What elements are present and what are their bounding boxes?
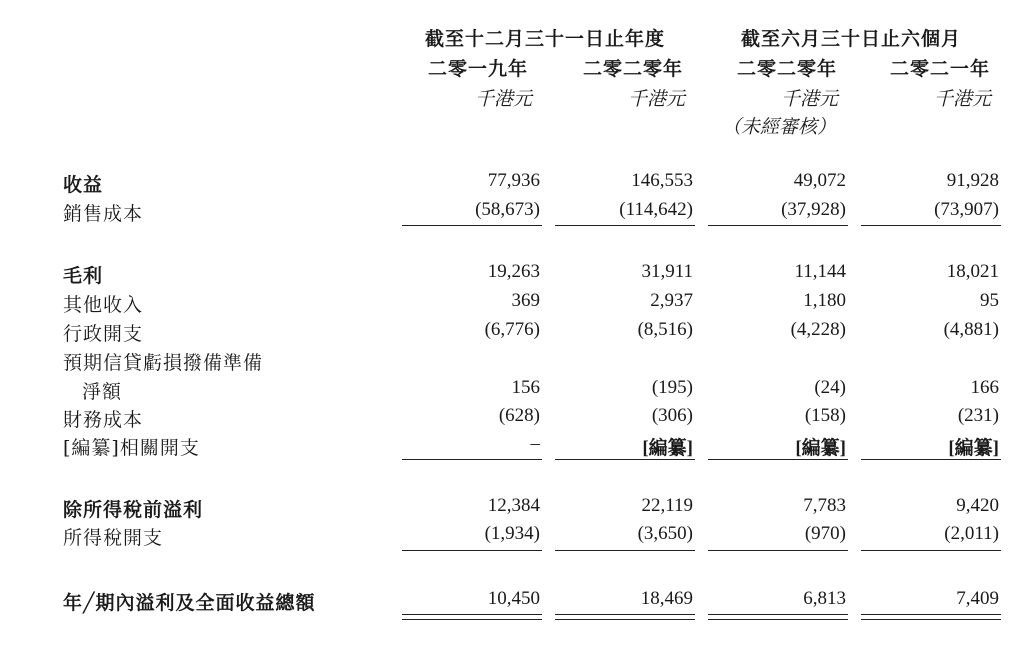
cell: 49,072 <box>793 170 846 191</box>
subtotal-rule <box>555 225 695 226</box>
unit-label-2019: 千港元 <box>475 88 533 110</box>
cell: (37,928) <box>781 199 846 220</box>
subtotal-rule <box>555 550 695 551</box>
cell: 95 <box>980 290 999 311</box>
cell: 7,409 <box>956 588 999 609</box>
subtotal-rule <box>402 459 542 460</box>
cell: 22,119 <box>641 495 693 516</box>
cell: (970) <box>804 523 846 544</box>
subtotal-rule <box>555 459 695 460</box>
subtotal-rule <box>708 225 848 226</box>
row-label-other-income: 其他收入 <box>63 294 144 316</box>
cell: (158) <box>804 405 846 426</box>
cell: (195) <box>651 377 693 398</box>
row-label-gross-profit: 毛利 <box>63 265 104 287</box>
total-double-rule <box>402 614 542 620</box>
cell: 77,936 <box>487 170 540 191</box>
cell: 31,911 <box>641 261 693 282</box>
row-label-total-comprehensive-income: 年╱期內溢利及全面收益總額 <box>63 592 316 614</box>
cell: 166 <box>970 377 999 398</box>
row-label-profit-before-tax: 除所得稅前溢利 <box>63 499 204 521</box>
header-year-2019: 二零一九年 <box>428 58 529 80</box>
cell: 2,937 <box>650 290 693 311</box>
cell: 91,928 <box>946 170 999 191</box>
cell: (4,228) <box>790 319 846 340</box>
cell: 9,420 <box>956 495 999 516</box>
cell: [編纂] <box>795 438 846 459</box>
cell: (73,907) <box>934 199 999 220</box>
cell: (231) <box>957 405 999 426</box>
header-period-2020: 二零二零年 <box>737 58 838 80</box>
unit-label-2020: 千港元 <box>628 88 686 110</box>
cell: 19,263 <box>487 261 540 282</box>
header-group-year-ended: 截至十二月三十一日止年度 <box>425 28 666 50</box>
cell: 11,144 <box>794 261 846 282</box>
cell: (8,516) <box>637 319 693 340</box>
cell: (306) <box>651 405 693 426</box>
unit-label-2021-period: 千港元 <box>934 88 992 110</box>
row-label-revenue: 收益 <box>63 174 104 196</box>
cell: (4,881) <box>943 319 999 340</box>
cell: (114,642) <box>619 199 693 220</box>
total-double-rule <box>555 614 695 620</box>
row-label-finance-costs: 財務成本 <box>63 409 144 431</box>
subtotal-rule <box>402 550 542 551</box>
cell: 18,021 <box>946 261 999 282</box>
cell: 7,783 <box>803 495 846 516</box>
cell: 6,813 <box>803 588 846 609</box>
header-year-2020: 二零二零年 <box>583 58 684 80</box>
row-label-income-tax: 所得稅開支 <box>63 527 164 549</box>
subtotal-rule <box>402 225 542 226</box>
unit-label-2020-period: 千港元 <box>781 88 839 110</box>
row-label-ecl-net: 淨額 <box>82 381 123 403</box>
cell: (58,673) <box>475 199 540 220</box>
header-group-six-months: 截至六月三十日止六個月 <box>741 28 962 50</box>
cell: (24) <box>814 377 846 398</box>
cell: (1,934) <box>484 523 540 544</box>
cell: 369 <box>511 290 540 311</box>
cell: (628) <box>498 405 540 426</box>
cell: 156 <box>511 377 540 398</box>
row-label-ecl-provision: 預期信貸虧損撥備準備 <box>63 352 264 374</box>
subtotal-rule <box>861 459 1001 460</box>
row-label-listing-expenses: [編纂]相關開支 <box>63 437 200 459</box>
header-period-2021: 二零二一年 <box>890 58 991 80</box>
cell: – <box>530 433 540 454</box>
subtotal-rule <box>861 550 1001 551</box>
cell: [編纂] <box>642 438 693 459</box>
subtotal-rule <box>708 550 848 551</box>
cell: (3,650) <box>637 523 693 544</box>
row-label-admin-expenses: 行政開支 <box>63 323 144 345</box>
subtotal-rule <box>708 459 848 460</box>
cell: [編纂] <box>948 438 999 459</box>
unaudited-note: （未經審核） <box>722 116 837 138</box>
cell: 18,469 <box>640 588 693 609</box>
total-double-rule <box>861 614 1001 620</box>
cell: 12,384 <box>487 495 540 516</box>
cell: (6,776) <box>484 319 540 340</box>
total-double-rule <box>708 614 848 620</box>
cell: (2,011) <box>944 523 999 544</box>
subtotal-rule <box>861 225 1001 226</box>
cell: 146,553 <box>631 170 693 191</box>
cell: 10,450 <box>487 588 540 609</box>
cell: 1,180 <box>803 290 846 311</box>
row-label-cost-of-sales: 銷售成本 <box>63 203 144 225</box>
